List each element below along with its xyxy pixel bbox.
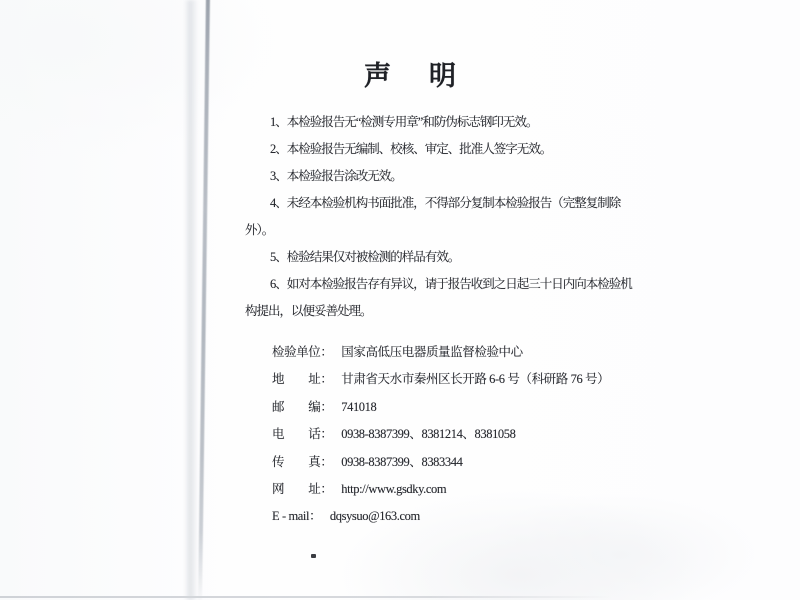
contact-label: 传 真：: [272, 454, 333, 469]
scan-bottom-edge-line: [0, 596, 612, 598]
contact-value: 0938-8387399、8381214、8381058: [341, 427, 516, 442]
scan-ink-speck: [311, 554, 316, 558]
statement-list: [245, 109, 633, 325]
contact-row-unit: [272, 339, 692, 366]
statement-item-5: 5、检验结果仅对被检测的样品有效。: [270, 250, 460, 264]
paper-edge-crease: [198, 0, 210, 600]
contact-value: dqsysuo@163.com: [329, 509, 420, 524]
contact-value: 0938-8387399、8383344: [341, 454, 463, 469]
statement-item-6: 6、如对本检验报告存有异议，请于报告收到之日起三十日内向本检验机构提出，以便妥善处理。: [245, 277, 632, 318]
statement-item-1: 1、本检验报告无“检测专用章”和防伪标志钢印无效。: [270, 115, 538, 129]
paper-fold-shadow: [184, 0, 198, 600]
contact-row-fax: [272, 449, 692, 476]
contact-row-phone: [272, 421, 692, 448]
contact-value: 国家高低压电器质量监督检验中心: [341, 345, 523, 359]
contact-value: http://www.gsdky.com: [341, 482, 447, 497]
contact-row-website: [272, 476, 692, 503]
contact-label: 电 话：: [272, 427, 333, 442]
contact-label: 邮 编：: [272, 399, 333, 414]
contact-row-email: [272, 503, 692, 530]
contact-row-address: [272, 366, 692, 393]
page-title: 声明: [364, 61, 494, 91]
contact-label: 网 址：: [272, 482, 333, 497]
contact-label: E - mail：: [272, 509, 322, 524]
contact-label: 检验单位：: [272, 345, 333, 359]
contact-row-postcode: [272, 394, 692, 421]
statement-item-2: 2、本检验报告无编制、校核、审定、批准人签字无效。: [270, 142, 552, 156]
statement-item-3: 3、本检验报告涂改无效。: [270, 169, 402, 183]
contact-value: 甘肃省天水市秦州区长开路 6-6 号（科研路 76 号）: [341, 372, 610, 387]
contact-value: 741018: [341, 399, 377, 414]
statement-item-4: 4、未经本检验机构书面批准，不得部分复制本检验报告（完整复制除外）。: [245, 196, 621, 237]
contact-info-list: [272, 339, 692, 531]
contact-label: 地 址：: [272, 372, 333, 387]
